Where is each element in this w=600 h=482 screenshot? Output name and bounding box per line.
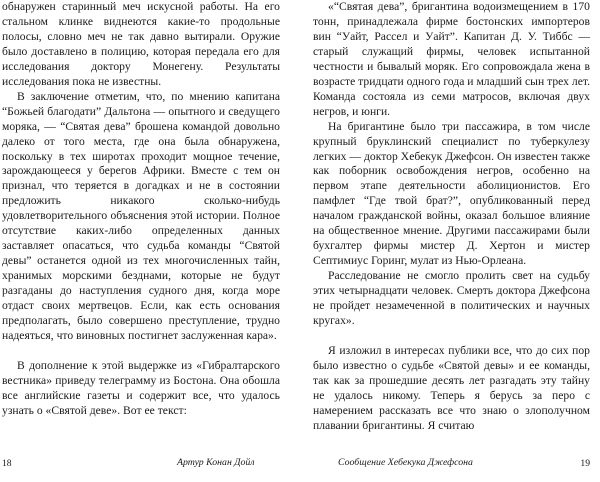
right-page-column (300, 0, 600, 452)
page-number-right: 19 (580, 458, 590, 469)
paragraph: В заключение отметим, что, по мнению капитана “Божьей благодати” Дальтона — опытного и сведущего моряка, — “Святая дева” брошена командой довольно далеко от того места, где она была обнаружена, поскольку в тех широтах проходит мощное течение, зарождающееся у берегов Африки. Вместе с тем он признал, что теряется в догадках и не в состоянии предложить никакого сколько-нибудь удовлетворительного объяснения этой истории. Полное отсутствие каких-либо определенных данных заставляет опасаться, что судьба команды “Святой девы” останется одной из тех многочисленных тайн, хранимых морскими безднами, которые не будут разгаданы до наступления судного дня, когда море отдаст своих мертвецов. Если, как есть основания предполагать, было совершено преступление, трудно надеяться, что виновных постигнет заслуженная кара». (2, 89, 280, 342)
paragraph: обнаружен старинный меч искусной работы. На его стальном клинке виднеются какие-то продольные полосы, словно меч не так давно вытирали. Оружие было доставлено в полицию, которая передала его для исследования доктору Монегену. Результаты исследования пока не известны. (2, 0, 280, 88)
left-page-column (0, 0, 300, 452)
paragraph: «“Святая дева”, бригантина водоизмещением в 170 тонн, принадлежала фирме бостонских импортеров вин “Уайт, Рассел и Уайт”. Капитан Д. У. Тиббс — старый служащий фирмы, человек испытанной честности и бывалый моряк. Его сопровождала жена в возрасте тридцати одного года и младший сын трех лет. Команда состояла из семи матросов, включая двух негров, и юнги. (313, 0, 591, 118)
paragraph: Расследование не смогло пролить свет на судьбу этих четырнадцати человек. Смерть доктора Джефсона не пройдет незамеченной в политических и научных кругах». (313, 269, 590, 328)
page-footer (0, 452, 600, 482)
paragraph: На бригантине было три пассажира, в том числе крупный бруклинский специалист по туберкулезу легких — доктор Хебекук Джефсон. Он известен также как поборник освобождения негров, особенно на первом этапе деятельности аболиционистов. Его памфлет “Где твой брат?”, опубликованный перед началом гражданской войны, оказал большое влияние на общественное мнение. Другими пассажирами были бухгалтер фирмы мистер Д. Хертон и мистер Септимиус Горинг, мулат из Нью-Орлеана. (313, 119, 590, 268)
paragraph: В дополнение к этой выдержке из «Гибралтарского вестника» приведу телеграмму из Бостона. Она обошла все английские газеты и содержит все, что удалось узнать о «Святой деве». Вот ее текст: (2, 359, 280, 417)
paragraph: Я изложил в интересах публики все, что до сих пор было известно о судьбе «Святой девы» и ее команды, так как за прошедшие десять лет разгадать эту тайну не удалось никому. Теперь я берусь за перо с намерением рассказать все что знаю о злополучном плавании бригантины. Я считаю (313, 344, 590, 432)
page-number-left: 18 (2, 458, 12, 469)
running-head-right: Сообщение Хебекука Джефсона (338, 457, 473, 468)
footer-inner (0, 452, 600, 482)
running-head-left: Артур Конан Дойл (177, 457, 255, 468)
